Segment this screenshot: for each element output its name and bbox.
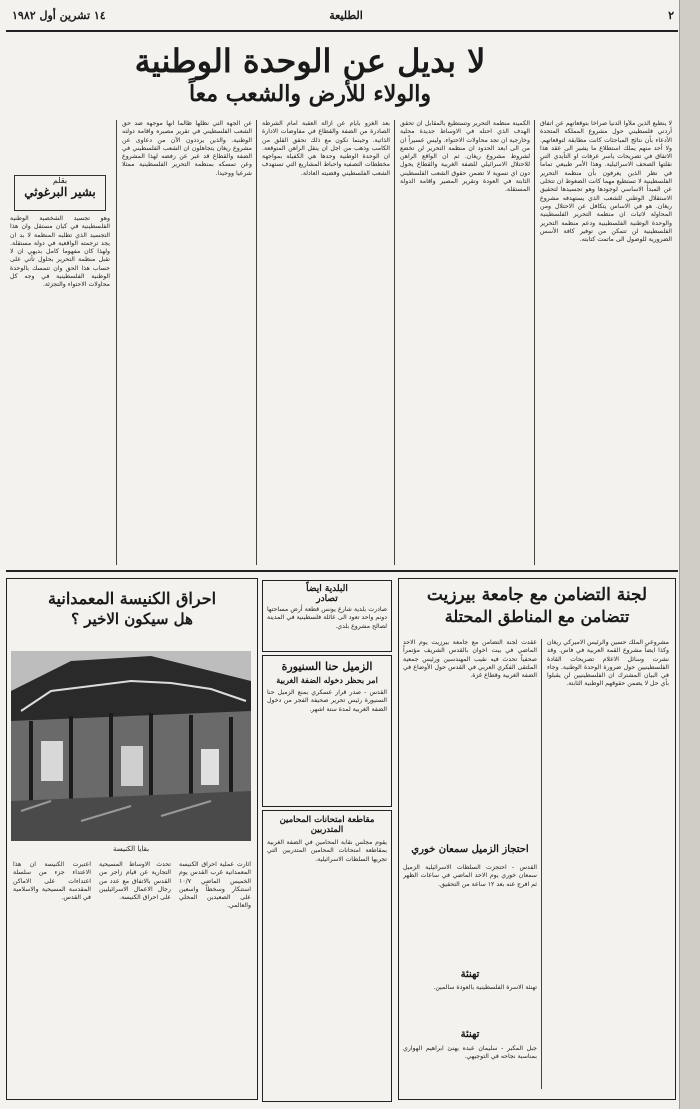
church-ruins-image [11,651,251,841]
church-text-1: أثارت عملية احراق الكنيسة المعمدانية غرب القدس يوم الخميس الماضي ١٠/٧ استنكار وسخطاً واسعين على الصعيدين المحلي والعالمي. [179,861,251,910]
column-divider [534,120,535,565]
church-text-2: تحدث الاوساط المسيحية التجارية عن قيام زاجر من القدس بالاتفاق مع عدد من رجال الاعمال الاسرائيليين على احراق الكنيسة. [99,861,171,902]
church-ruins-photo [11,651,251,841]
church-title-1: احراق الكنيسة المعمدانية [47,589,217,608]
main-headline [60,42,560,108]
congrats-text-2: جبل المكبر - سليمان عبده يهنئ ابراهيم الهواري بمناسبة نجاحه في التوجيهي. [403,1045,537,1061]
column-divider [116,120,117,565]
headline-line1: لا بديل عن الوحدة الوطنية [134,42,486,80]
lawyers-text: يقوم مجلس نقابة المحامين في الضفة الغربية بمقاطعة امتحانات المحامين المتدربين التي تجريها السلطات الاسرائيلية. [267,839,387,863]
colleague-text: القدس - صدر قرار عسكري بمنع الزميل حنا السنيورة رئيس تحرير صحيفة الفجر من دخول الضفة الغربية لمدة ستة اشهر. [267,689,387,713]
solidarity-title-2: تتضامن مع المناطق المحتلة [444,607,630,626]
section-rule [6,570,678,572]
municipality-title-1: البلدية ايضاً [306,584,348,594]
solidarity-title-1: لجنة التضامن مع جامعة بيرزيت [426,585,648,605]
detention-text: القدس - احتجزت السلطات الاسرائيلية الزميل سمعان خوري يوم الاحد الماضي في ساعات الظهر ثم افرج عنه بعد ١٢ ساعة من التحقيق. [403,864,537,888]
church-text-3: اعتبرت الكنيسة ان هذا الاعتداء جزء من سلسلة اعتداءات على الاماكن المقدسة المسيحية والاسلامية في القدس. [13,861,91,902]
congrats-headline-2: تهنئة [460,1029,480,1040]
newspaper-name: الطليعة [329,9,363,22]
article-column-5: وهو تجسيد الشخصية الوطنية الفلسطينية في كيان مستقل وان هذا التجسيد الذي تطلبه المنظمة لا بد ان يجد ترجمته الواقعية في دولة مستقلة. ولهذا كان مفهوما كامل بديهي ان لا تقبل منظمة التحرير بحلول تأتي على حساب هذا الحق وان تتمسك بالوحدة الوطنية الفلسطينية في وجه كل محاولات الاحتواء والتجزئة. [10,215,110,289]
byline-label: بقلم [52,176,68,185]
colleague-title-2: امر بحظر دخوله الضفة الغربية [276,675,378,685]
church-photo-caption: بقايا الكنيسة [112,845,150,853]
municipality-text: صادرت بلدية شارع يونس قطعة أرض مساحتها دونم واحد تعود الى عائلة فلسطينية في المدينة لصالح مشروع بلدي. [267,606,387,630]
column-divider [256,120,257,565]
page-header [6,6,678,30]
solidarity-text-2: مشروعي الملك حسين والرئيس الاميركي ريغان وكذا ايضاً مشروع القمة العربية في فاس. وقد نشرت وسائل الاعلام تصريحات القادة الفلسطينيين حول ضرورة الوحدة الوطنية. وجاء في البيان المشترك ان الفلسطينيين لن يقبلوا بأي حل لا يضمن حقوقهم الوطنية الثابتة. [547,639,669,688]
issue-date: ١٤ تشرين أول ١٩٨٢ [12,9,106,22]
congrats-headline-1: تهنئة [460,969,480,980]
church-title-2: هل سيكون الاخير ؟ [71,610,193,628]
lawyers-title: مقاطعة امتحانات المحامين المتدربين [279,815,375,835]
colleague-box [262,655,392,807]
article-column-1: لا ينطبع الذين ملأوا الدنيا صراخاً بتوقعاتهم عن اتفاق أردني فلسطيني حول مشروع المملكة المتحدة الأدعاء بأن نتائج المباحثات كانت مطابقة لتوقعاتهم. ولا أحد منهم يملك استطلاع ما يشير الى عقد هذا الاتفاق في تصريحات ياسر عرفات او التأيدي التي نقلتها الصحف الاسرائيلية. وهذا الأمر طبيعي تماماً في نظر الذين يعرفون بأن منظمة التحرير الفلسطينية لا تستطيع مهما كانت الضغوط ان تتخلى عن المبدأ الاساسي لوجودها وهو تجسيدها لتحقيق الاستقلال الوطني للشعب الذي يستهدفه مشروع ريغان. هو في الاساس يتكافل عن الاحتلال ومن المحاولة لاثبات ان منظمة التحرير الفلسطينية والوحدة الوطنية الفلسطينية ودعم منظمة التحرير الفلسطينية لن تتمكن من توفير كافة الأسس الضرورية للوصول الى ماتمت كتابته. [540,120,672,244]
municipality-box [262,580,392,652]
colleague-title-1: الزميل حنا السنيورة [281,660,373,673]
headline-line2: والولاء للأرض والشعب معاً [188,81,432,107]
church-box [6,578,258,1100]
congrats-text-1: تهنئة الاسرة الفلسطينية بالعودة سالمين. [433,984,537,991]
byline [14,175,106,211]
municipality-title-2: تصادر [316,594,338,604]
solidarity-box [398,578,676,1100]
box-divider [541,639,542,1089]
page-edge [679,0,700,1109]
lawyers-box [262,810,392,1102]
article-column-4: عن الجهة التي نظلها ظالما انها موجهة ضد حق الشعب الفلسطيني في تقرير مصيره واقامة دولته الوطنية. والذين يرددون الآن من دعاوى عن مشروع ريغان يتجاهلون ان الشعب الفلسطيني في الضفة والقطاع قد عبر عن رفضه لهذا المشروع وعن تمسكه بمنظمة التحرير الفلسطينية ممثلا شرعيا ووحيدا. [122,120,252,177]
detention-headline: احتجاز الزميل سمعان خوري [411,844,529,855]
column-divider [394,120,395,565]
solidarity-text: عقدت لجنة التضامن مع جامعة بيرزيت يوم الاحد الماضي في بيت اخوان بالقدس الشريف مؤتمراً صحفياً تحدث فيه نقيب المهندسين ورئيس جمعية الملتقى الفكري العربي في القدس حول الأوضاع في الضفة الغربية وقطاع غزة. [403,639,537,680]
byline-author: بشير البرغوثي [24,185,96,199]
header-rule [6,30,678,32]
page-number: ٢ [668,9,674,22]
article-column-3: بعد الغزو بأيام عن ازالة العقبة امام الشرطة الصادرة من الضفة والقطاع في مفاوضات الادارة الذاتية. وحينما تكون مع ذلك تحقق القلق من الكامب وذهب من اجل ان ينقل الراهن المتوقعة. ان الوحدة الوطنية وحدها هي الكفيلة بمواجهة مخططات التصفية واحباط المشاريع التي تستهدف الشعب الفلسطيني وقضيته العادلة. [262,120,390,177]
article-column-2: الكمينة منظمة التحرير وتستطيع بالمقابل ان تحقق الهدف الذي احتله في الاوساط جديدة محلية وخارجية ان تجد محاولات الاحتواء. وليس عسيراً ان من الى ابعد الحدود ان منظمة التحرير لن تخضع لشروط مشروع ريغان. ثم ان الواقع الراهن للاحتلال الاسرائيلي للضفة الغربية والقطاع يحول دون اي تسوية لا تضمن حقوق الشعب الفلسطيني الثابتة في العودة وتقرير المصير واقامة الدولة المستقلة. [400,120,530,194]
